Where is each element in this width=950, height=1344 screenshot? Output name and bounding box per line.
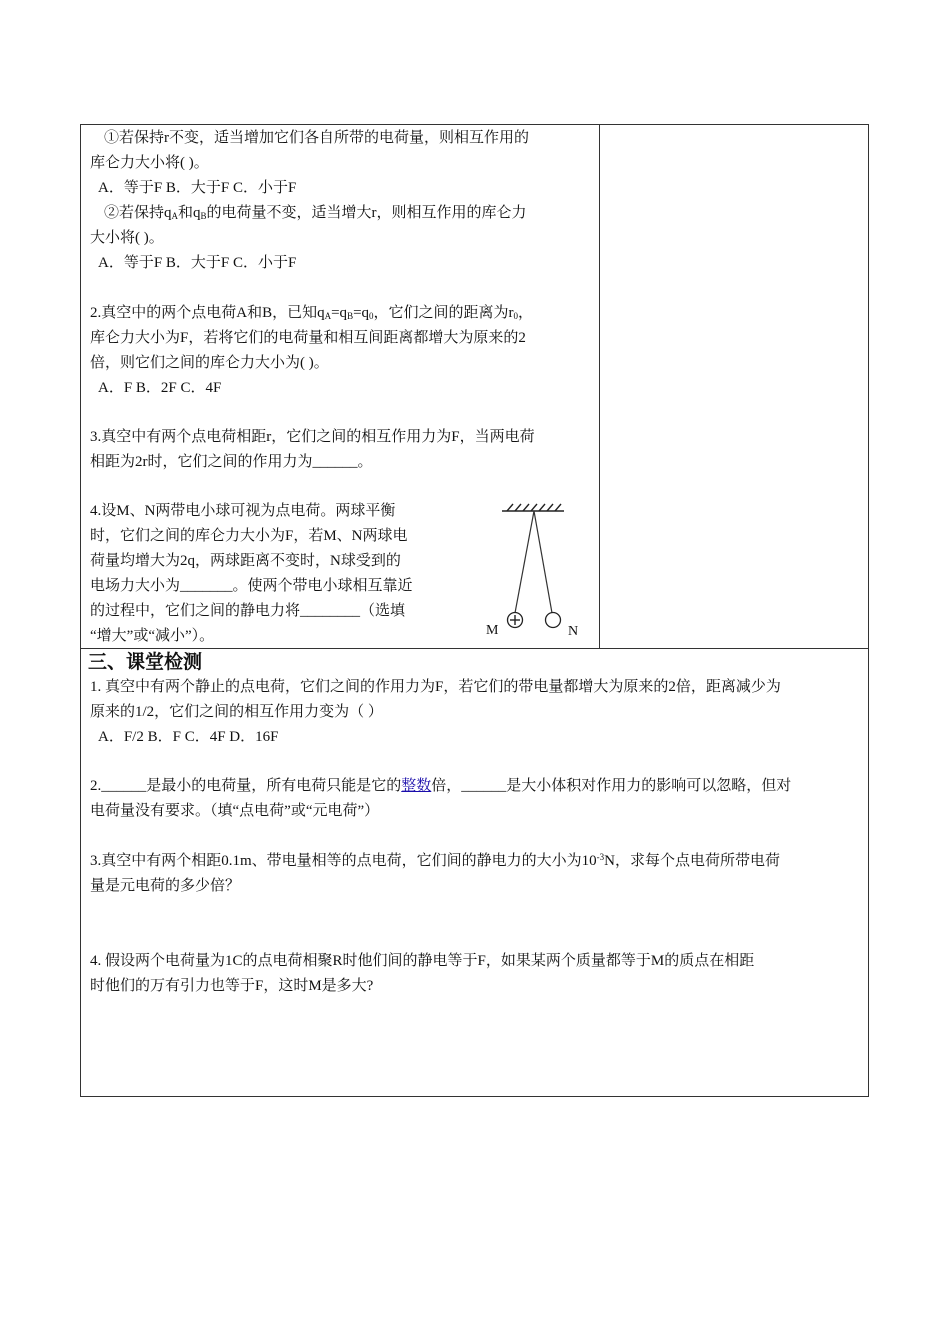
q1-sub2-options: A．等于F B．大于F C．小于F [98,255,297,271]
integer-link[interactable]: 整数 [401,778,432,794]
label-n: N [568,624,579,639]
thread-n [534,511,552,613]
b3-line1: 3.真空中有两个相距0.1m、带电量相等的点电荷，它们间的静电力的大小为$10^{-3}N$，求每个点电荷所带电荷 [90,852,781,869]
pendulum-diagram [480,495,595,645]
q2-line2: 库仑力大小为F，若将它们的电荷量和相互间距离都增大为原来的2 [90,330,526,346]
q3-line2: 相距为2r时，它们之间的作用力为______。 [90,454,373,470]
q4-line1: 4.设M、N两带电小球可视为点电荷。两球平衡 [90,503,396,519]
q4-line4: 电场力大小为_______。使两个带电小球相互靠近 [90,578,413,594]
b3-line2: 量是元电荷的多少倍？ [90,878,241,894]
q2-options: A．F B．2F C．4F [98,380,222,396]
b2-line1: 2.______是最小的电荷量，所有电荷只能是它的整数倍，______是大小体积对作用力的影响可以忽略，但对 [90,778,792,794]
ceiling-support [502,504,564,511]
section-title: 三、课堂检测 [88,651,203,673]
q2-line3: 倍，则它们之间的库仑力大小为( )。 [90,355,329,371]
q3-line1: 3.真空中有两个点电荷相距r，它们之间的相互作用力为F，当两电荷 [90,429,535,445]
q4-line5: 的过程中，它们之间的静电力将________（选填 [90,603,406,619]
b4-line2: 时他们的万有引力也等于F，这时M是多大? [90,978,374,994]
q4-line6: “增大”或“减小”）。 [90,628,215,644]
label-m: M [486,623,499,638]
b1-line2: 原来的1/2，它们之间的相互作用力变为（ ） [90,704,383,720]
q1-sub2-line2: 大小将( )。 [90,230,164,246]
q1-sub1-line1: ①若保持r不变，适当增加它们各自所带的电荷量，则相互作用的 [104,130,529,146]
row-divider [80,648,869,649]
q4-line3: 荷量均增大为2q，两球距离不变时，N球受到的 [90,553,401,569]
column-divider [599,124,600,649]
b1-options: A．F/2 B．F C．4F D．16F [98,729,279,745]
b4-line1: 4. 假设两个电荷量为1C的点电荷相聚R时他们间的静电等于F，如果某两个质量都等于M的质点在相距 [90,953,755,969]
b1-line1: 1. 真空中有两个静止的点电荷，它们之间的作用力为F，若它们的带电量都增大为原来的2倍，距离减少为 [90,679,781,695]
q1-sub1-line2: 库仑力大小将( )。 [90,155,209,171]
thread-m [515,511,534,613]
q1-sub2-line1: ②若保持$q_A$和$q_B$的电荷量不变，适当增大r，则相互作用的库仑力 [104,205,527,221]
q2-line1: 2.真空中的两个点电荷A和B，已知$q_A=q_B=q_0$，它们之间的距离为$r_0$， [90,305,534,321]
q1-sub1-options: A．等于F B．大于F C．小于F [98,180,297,196]
b2-line2: 电荷量没有要求。（填“点电荷”或“元电荷”） [90,803,380,819]
q4-line2: 时，它们之间的库仑力大小为F，若M、N两球电 [90,528,408,544]
ball-n [546,613,561,628]
